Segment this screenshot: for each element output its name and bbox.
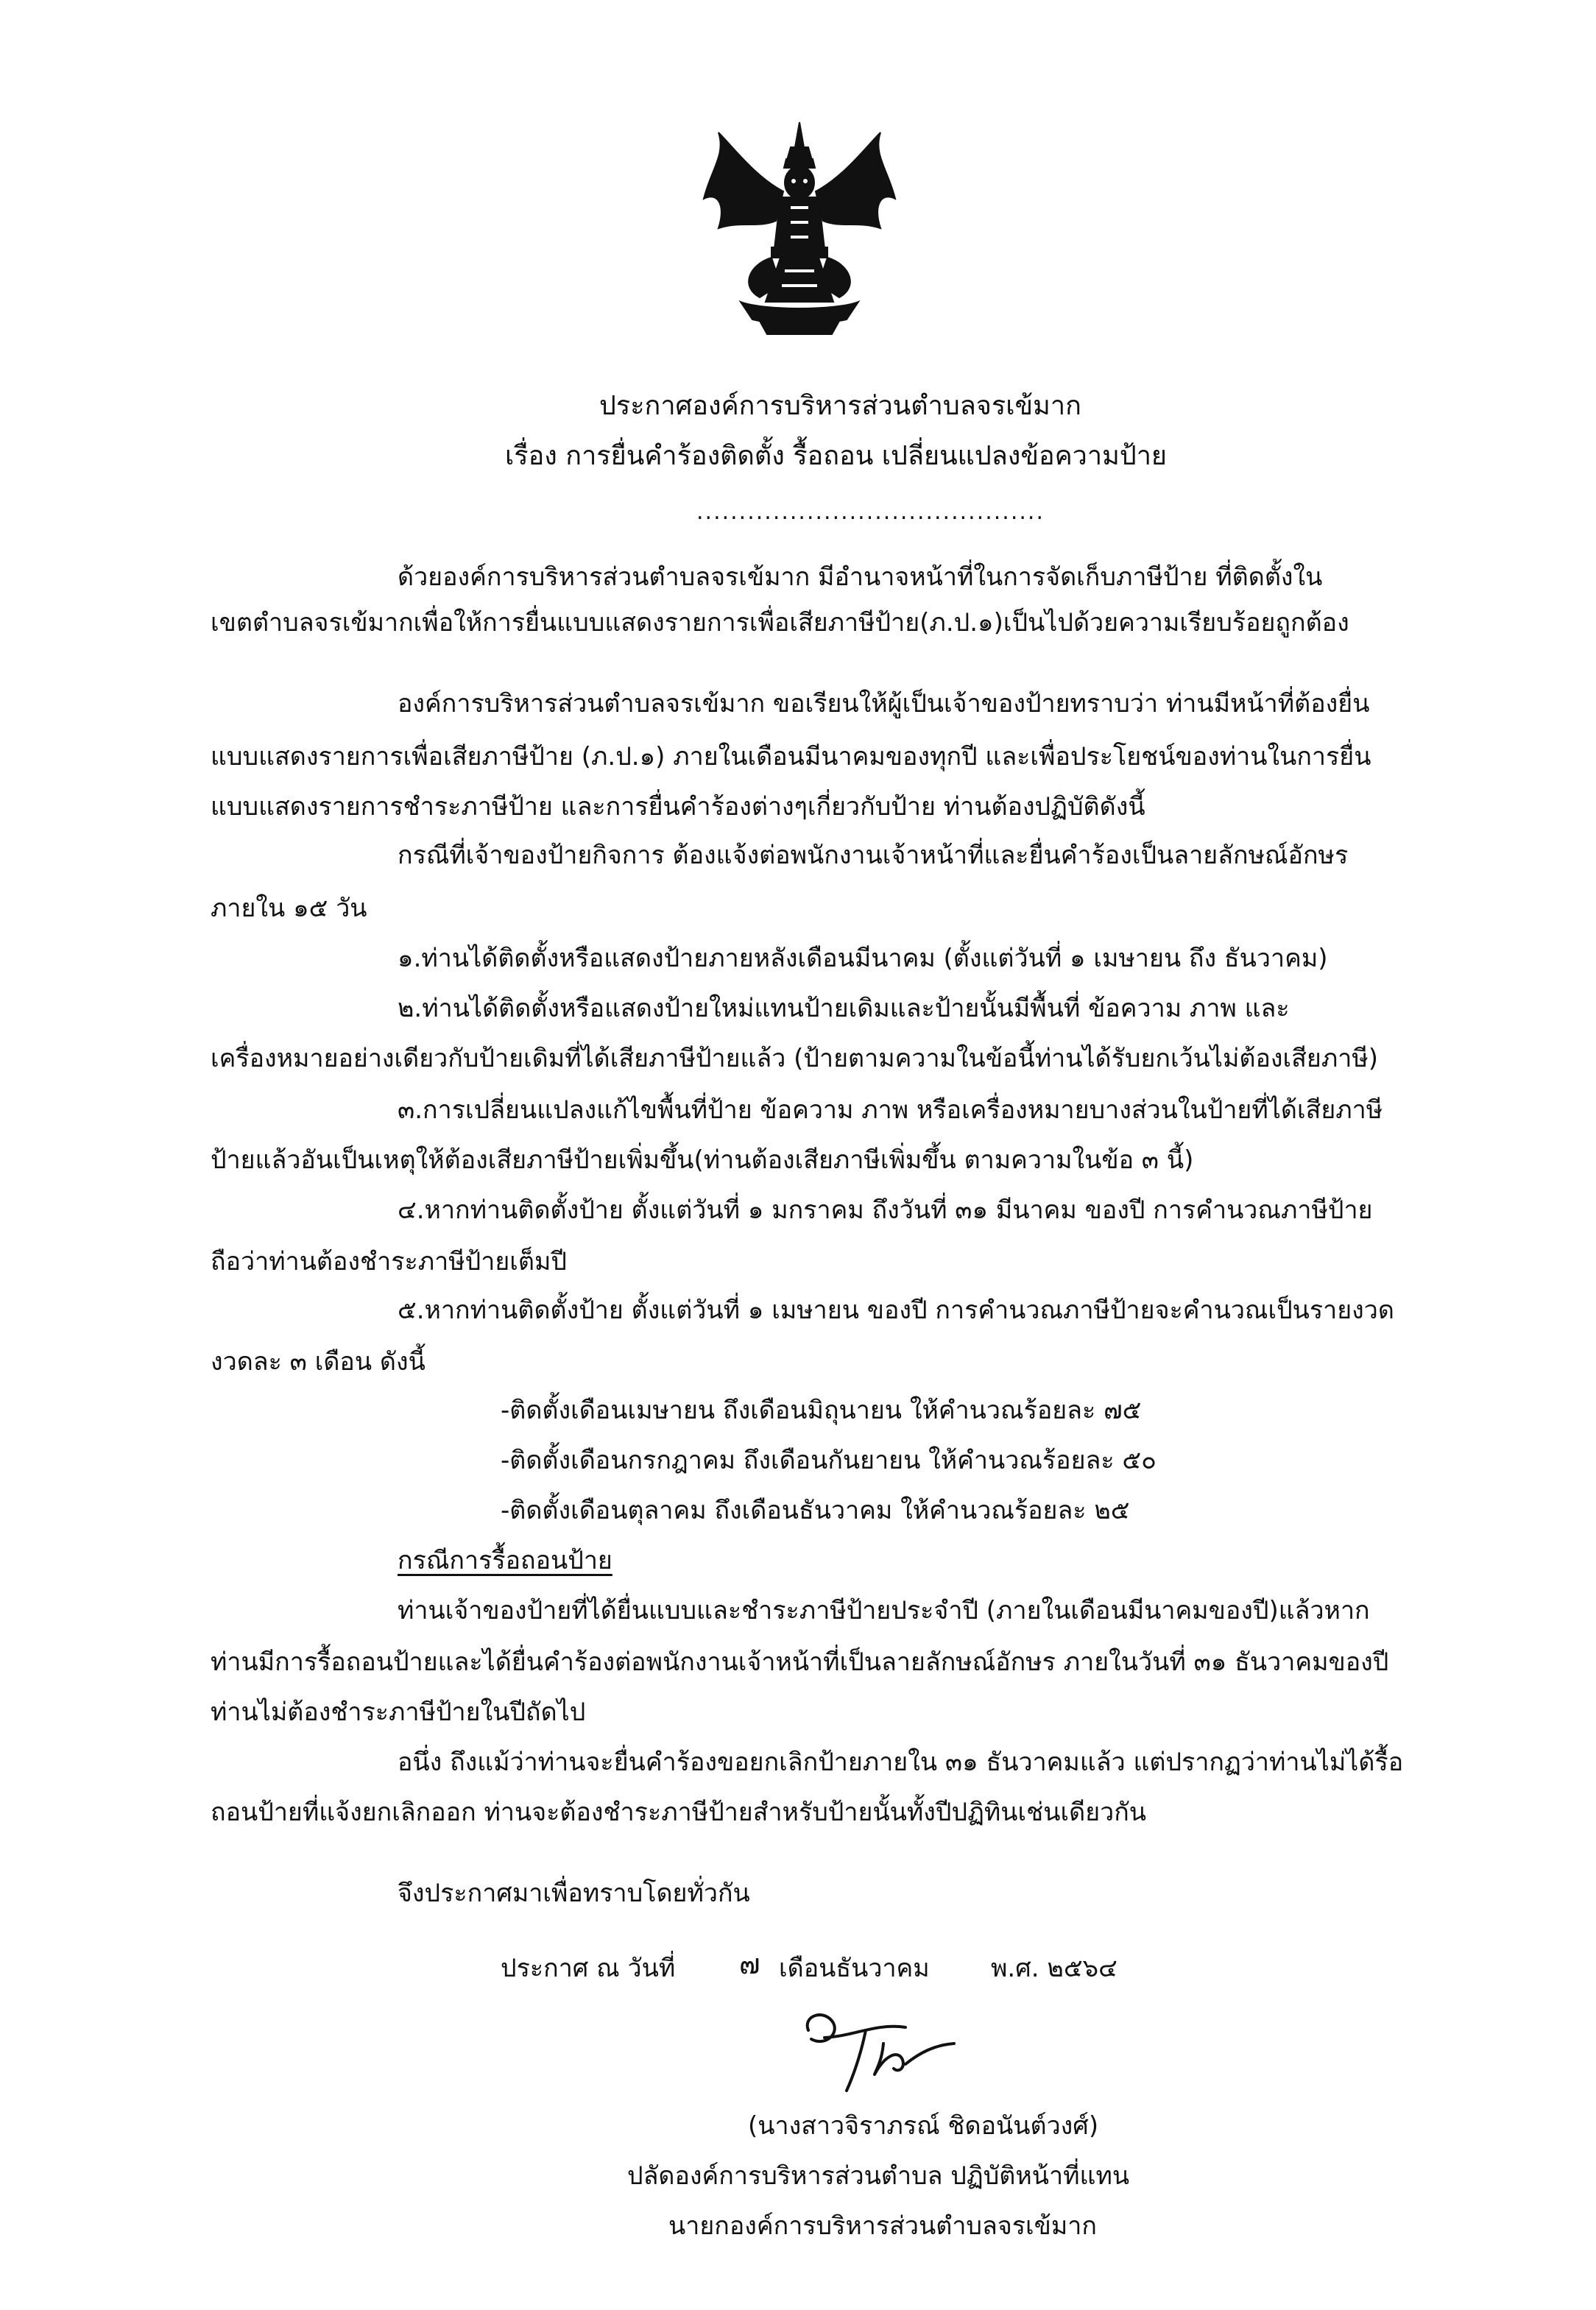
- signatory-position-line-1: ปลัดองค์การบริหารส่วนตำบล ปฏิบัติหน้าที่แทน: [627, 2161, 1130, 2191]
- title-divider: .........................................: [696, 499, 1045, 525]
- date-month: เดือนธันวาคม: [779, 1954, 930, 1983]
- removal-heading: กรณีการรื้อถอนป้าย: [398, 1546, 612, 1575]
- paragraph-5-line-1: อนึ่ง ถึงแม้ว่าท่านจะยื่นคำร้องขอยกเลิกป้ายภายใน ๓๑ ธันวาคมแล้ว แต่ปรากฏว่าท่านไม่ได้รื้อ: [398, 1748, 1404, 1777]
- title-line-2: เรื่อง การยื่นคำร้องติดตั้ง รื้อถอน เปลี่ยนแปลงข้อความป้าย: [505, 441, 1167, 471]
- item-2-line-1: ๒.ท่านได้ติดตั้งหรือแสดงป้ายใหม่แทนป้ายเดิมและป้ายนั้นมีพื้นที่ ข้อความ ภาพ และ: [398, 994, 1290, 1023]
- signatory-position-line-2: นายกองค์การบริหารส่วนตำบลจรเข้มาก: [668, 2211, 1097, 2241]
- garuda-emblem-icon: [689, 118, 910, 339]
- paragraph-2-line-1: องค์การบริหารส่วนตำบลจรเข้มาก ขอเรียนให้ผู้เป็นเจ้าของป้ายทราบว่า ท่านมีหน้าที่ต้องยื่น: [398, 689, 1370, 718]
- paragraph-2-line-2: แบบแสดงรายการเพื่อเสียภาษีป้าย (ภ.ป.๑) ภายในเดือนมีนาคมของทุกปี และเพื่อประโยชน์ของท่านในการยื่น: [211, 742, 1371, 771]
- rate-item-3: -ติดตั้งเดือนตุลาคม ถึงเดือนธันวาคม ให้คำนวณร้อยละ ๒๕: [501, 1496, 1130, 1525]
- item-2-line-2: เครื่องหมายอย่างเดียวกับป้ายเดิมที่ได้เสียภาษีป้ายแล้ว (ป้ายตามความในข้อนี้ท่านได้รับยกเว้นไม่ต้องเสียภาษี): [211, 1044, 1379, 1073]
- item-4-line-2: ถือว่าท่านต้องชำระภาษีป้ายเต็มปี: [211, 1247, 567, 1276]
- closing-statement: จึงประกาศมาเพื่อทราบโดยทั่วกัน: [398, 1879, 750, 1908]
- date-day: ๗: [739, 1948, 760, 1980]
- item-4-line-1: ๔.หากท่านติดตั้งป้าย ตั้งแต่วันที่ ๑ มกราคม ถึงวันที่ ๓๑ มีนาคม ของปี การคำนวณภาษีป้าย: [398, 1195, 1373, 1225]
- paragraph-1-line-1: ด้วยองค์การบริหารส่วนตำบลจรเข้มาก มีอำนาจหน้าที่ในการจัดเก็บภาษีป้าย ที่ติดตั้งใน: [398, 562, 1323, 592]
- paragraph-4-line-2: ท่านมีการรื้อถอนป้ายและได้ยื่นคำร้องต่อพนักงานเจ้าหน้าที่เป็นลายลักษณ์อักษร ภายในวันที่ ๓๑ ธันวาคมของปี: [211, 1647, 1389, 1677]
- title-line-1: ประกาศองค์การบริหารส่วนตำบลจรเข้มาก: [599, 391, 1081, 421]
- item-5-line-1: ๕.หากท่านติดตั้งป้าย ตั้งแต่วันที่ ๑ เมษายน ของปี การคำนวณภาษีป้ายจะคำนวณเป็นรายงวด: [398, 1296, 1394, 1325]
- signature-icon: [795, 2001, 964, 2097]
- item-1: ๑.ท่านได้ติดตั้งหรือแสดงป้ายภายหลังเดือนมีนาคม (ตั้งแต่วันที่ ๑ เมษายน ถึง ธันวาคม): [398, 944, 1328, 973]
- paragraph-2-line-3: แบบแสดงรายการชำระภาษีป้าย และการยื่นคำร้องต่างๆเกี่ยวกับป้าย ท่านต้องปฏิบัติดังนี้: [211, 792, 1145, 822]
- rate-item-1: -ติดตั้งเดือนเมษายน ถึงเดือนมิถุนายน ให้คำนวณร้อยละ ๗๕: [501, 1396, 1142, 1425]
- rate-item-2: -ติดตั้งเดือนกรกฎาคม ถึงเดือนกันยายน ให้คำนวณร้อยละ ๕๐: [501, 1446, 1157, 1475]
- paragraph-3-line-2: ภายใน ๑๕ วัน: [211, 894, 367, 923]
- paragraph-1-line-2: เขตตำบลจรเข้มากเพื่อให้การยื่นแบบแสดงรายการเพื่อเสียภาษีป้าย(ภ.ป.๑)เป็นไปด้วยความเรียบร้อยถูกต้อง: [211, 608, 1349, 637]
- date-prefix: ประกาศ ณ วันที่: [501, 1954, 676, 1983]
- signatory-name: (นางสาวจิราภรณ์ ชิดอนันต์วงศ์): [748, 2111, 1099, 2141]
- paragraph-5-line-2: ถอนป้ายที่แจ้งยกเลิกออก ท่านจะต้องชำระภาษีป้ายสำหรับป้ายนั้นทั้งปีปฏิทินเช่นเดียวกัน: [211, 1798, 1147, 1827]
- paragraph-4-line-3: ท่านไม่ต้องชำระภาษีป้ายในปีถัดไป: [211, 1698, 586, 1727]
- paragraph-3-line-1: กรณีที่เจ้าของป้ายกิจการ ต้องแจ้งต่อพนักงานเจ้าหน้าที่และยื่นคำร้องเป็นลายลักษณ์อักษร: [398, 841, 1349, 870]
- date-year: พ.ศ. ๒๕๖๔: [991, 1954, 1117, 1983]
- item-3-line-1: ๓.การเปลี่ยนแปลงแก้ไขพื้นที่ป้าย ข้อความ ภาพ หรือเครื่องหมายบางส่วนในป้ายที่ได้เสียภาษี: [398, 1095, 1383, 1125]
- item-3-line-2: ป้ายแล้วอันเป็นเหตุให้ต้องเสียภาษีป้ายเพิ่มขึ้น(ท่านต้องเสียภาษีเพิ่มขึ้น ตามความในข้อ ๓ นี้): [211, 1145, 1194, 1175]
- paragraph-4-line-1: ท่านเจ้าของป้ายที่ได้ยื่นแบบและชำระภาษีป้ายประจำปี (ภายในเดือนมีนาคมของปี)แล้วหาก: [398, 1596, 1370, 1625]
- item-5-line-2: งวดละ ๓ เดือน ดังนี้: [211, 1347, 426, 1377]
